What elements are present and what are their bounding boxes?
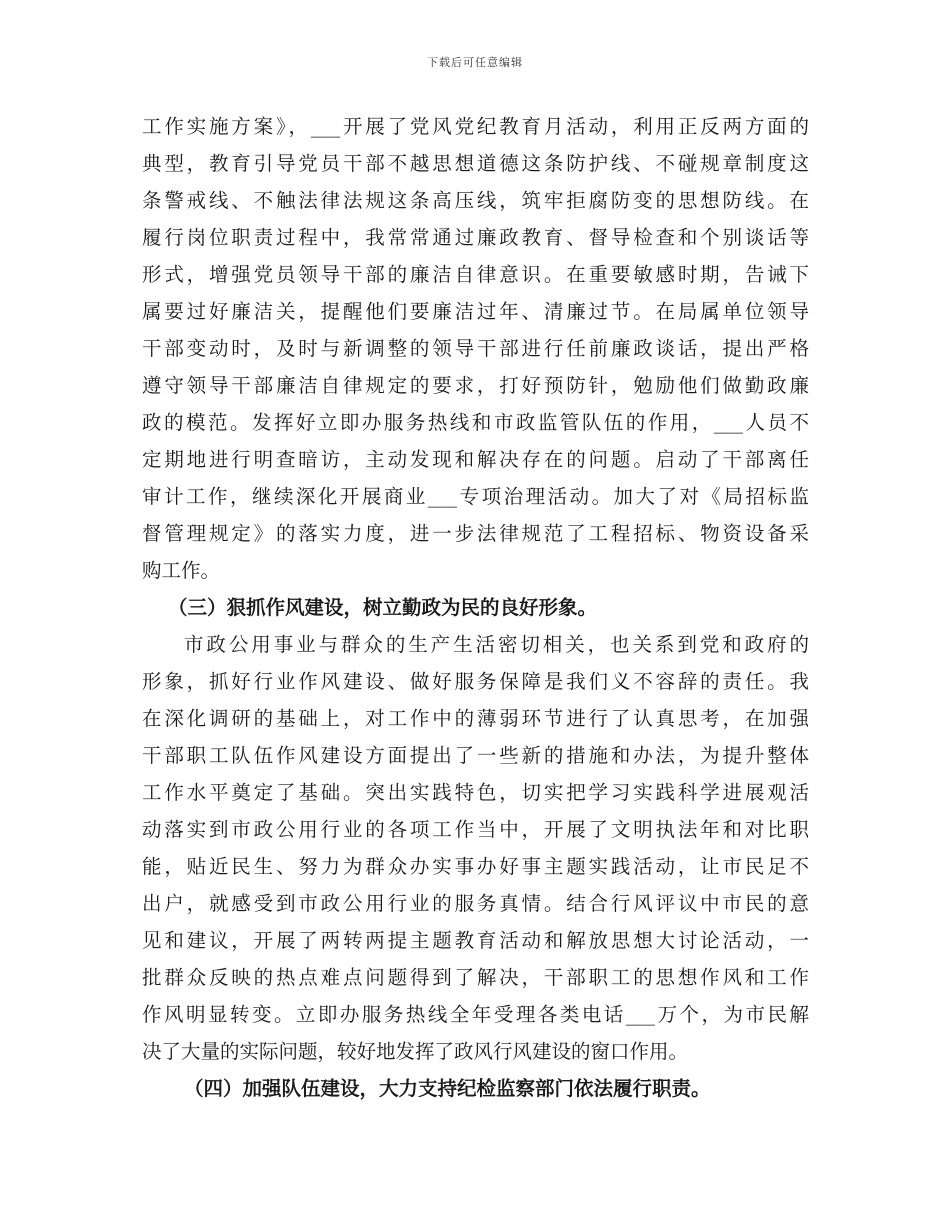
text-line: 见和建议，开展了两转两提主题教育活动和解放思想大讨论活动，一 [142,929,809,952]
page-header: 下载后可任意编辑 [427,56,523,69]
text-line: 决了大量的实际问题，较好地发挥了政风行风建设的窗口作用。 [142,1040,689,1063]
text-line: 市政公用事业与群众的生产生活密切相关，也关系到党和政府的 [184,633,809,656]
paragraph-anti-corruption-work [142,108,809,589]
text-line: 批群众反映的热点难点问题得到了解决，干部职工的思想作风和工作 [142,966,809,989]
text-line: 督管理规定》的落实力度，进一步法律规范了工程招标、物资设备采 [142,522,809,545]
text-line: 定期地进行明查暗访，主动发现和解决存在的问题。启动了干部离任 [142,448,809,471]
text-line: 条警戒线、不触法律法规这条高压线，筑牢拒腐防变的思想防线。在 [142,189,809,212]
text-line: 购工作。 [142,559,221,582]
text-line: 履行岗位职责过程中，我常常通过廉政教育、督导检查和个别谈话等 [142,226,809,249]
text-line: 动落实到市政公用行业的各项工作当中，开展了文明执法年和对比职 [142,818,809,841]
text-line: 工作水平奠定了基础。突出实践特色，切实把学习实践科学进展观活 [142,781,809,804]
text-line: 典型，教育引导党员干部不越思想道德这条防护线、不碰规章制度这 [142,152,809,175]
document-body [142,108,809,1107]
text-line: 出户，就感受到市政公用行业的服务真情。结合行风评议中市民的意 [142,892,809,915]
text-line: 形式，增强党员领导干部的廉洁自律意识。在重要敏感时期，告诫下 [142,263,809,286]
text-line: 工作实施方案》，___开展了党风党纪教育月活动，利用正反两方面的 [142,115,809,138]
text-line: 干部职工队伍作风建设方面提出了一些新的措施和办法，为提升整体 [142,744,809,767]
section-heading-3: （三）狠抓作风建设，树立勤政为民的良好形象。 [168,596,598,619]
text-line: 属要过好廉洁关，提醒他们要廉洁过年、清廉过节。在局属单位领导 [142,300,809,323]
text-line: 作风明显转变。立即办服务热线全年受理各类电话___万个，为市民解 [142,1003,809,1026]
text-line: 审计工作，继续深化开展商业___专项治理活动。加大了对《局招标监 [142,485,809,508]
paragraph-work-style [142,626,809,1070]
text-line: 能，贴近民生、努力为群众办实事办好事主题实践活动，让市民足不 [142,855,809,878]
section-heading-4: （四）加强队伍建设，大力支持纪检监察部门依法履行职责。 [184,1077,711,1100]
text-line: 形象，抓好行业作风建设、做好服务保障是我们义不容辞的责任。我 [142,670,809,693]
text-line: 干部变动时，及时与新调整的领导干部进行任前廉政谈话，提出严格 [142,337,809,360]
text-line: 政的模范。发挥好立即办服务热线和市政监管队伍的作用，___人员不 [142,411,809,434]
text-line: 遵守领导干部廉洁自律规定的要求，打好预防针，勉励他们做勤政廉 [142,374,809,397]
text-line: 在深化调研的基础上，对工作中的薄弱环节进行了认真思考，在加强 [142,707,809,730]
